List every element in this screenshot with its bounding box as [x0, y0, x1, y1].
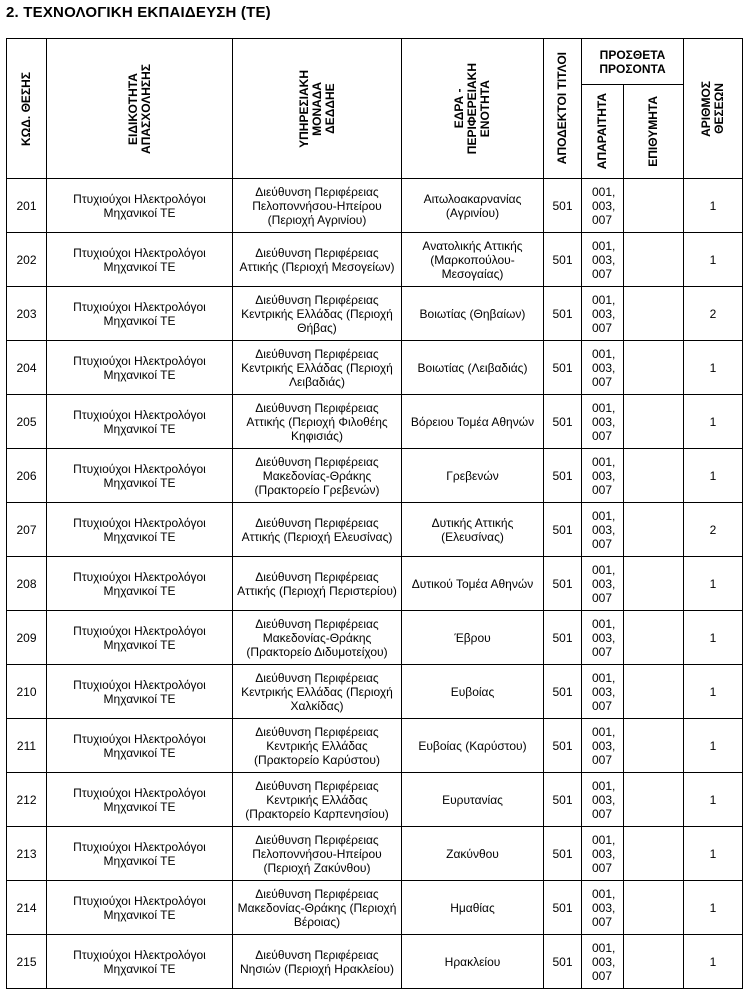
cell-positions: 1 — [684, 665, 743, 719]
cell-required: 001, 003, 007 — [582, 611, 624, 665]
cell-optional — [624, 719, 684, 773]
cell-specialty: Πτυχιούχοι Ηλεκτρολόγοι Μηχανικοί ΤΕ — [47, 233, 233, 287]
cell-titles: 501 — [544, 179, 582, 233]
cell-required: 001, 003, 007 — [582, 233, 624, 287]
cell-seat: Δυτικής Αττικής (Ελευσίνας) — [402, 503, 544, 557]
cell-code: 215 — [7, 935, 47, 989]
cell-optional — [624, 935, 684, 989]
table-row — [7, 827, 743, 881]
cell-positions: 1 — [684, 881, 743, 935]
cell-titles: 501 — [544, 611, 582, 665]
cell-unit: Διεύθυνση Περιφέρειας Κεντρικής Ελλάδας (Περιοχή Λειβαδιάς) — [233, 341, 402, 395]
cell-titles: 501 — [544, 719, 582, 773]
header-extra-qualifications: ΠΡΟΣΘΕΤΑ ΠΡΟΣΟΝΤΑ — [582, 39, 684, 85]
cell-specialty: Πτυχιούχοι Ηλεκτρολόγοι Μηχανικοί ΤΕ — [47, 503, 233, 557]
cell-optional — [624, 395, 684, 449]
cell-optional — [624, 503, 684, 557]
cell-titles: 501 — [544, 881, 582, 935]
cell-code: 212 — [7, 773, 47, 827]
cell-specialty: Πτυχιούχοι Ηλεκτρολόγοι Μηχανικοί ΤΕ — [47, 341, 233, 395]
cell-unit: Διεύθυνση Περιφέρειας Αττικής (Περιοχή Φιλοθέης Κηφισιάς) — [233, 395, 402, 449]
cell-code: 205 — [7, 395, 47, 449]
cell-required: 001, 003, 007 — [582, 827, 624, 881]
cell-code: 209 — [7, 611, 47, 665]
cell-specialty: Πτυχιούχοι Ηλεκτρολόγοι Μηχανικοί ΤΕ — [47, 935, 233, 989]
cell-required: 001, 003, 007 — [582, 179, 624, 233]
cell-optional — [624, 341, 684, 395]
positions-table — [6, 38, 743, 989]
cell-seat: Ευβοίας — [402, 665, 544, 719]
cell-positions: 1 — [684, 719, 743, 773]
cell-unit: Διεύθυνση Περιφέρειας Κεντρικής Ελλάδας (Περιοχή Θήβας) — [233, 287, 402, 341]
cell-required: 001, 003, 007 — [582, 935, 624, 989]
cell-optional — [624, 233, 684, 287]
cell-required: 001, 003, 007 — [582, 881, 624, 935]
cell-seat: Έβρου — [402, 611, 544, 665]
cell-unit: Διεύθυνση Περιφέρειας Κεντρικής Ελλάδας (Περιοχή Χαλκίδας) — [233, 665, 402, 719]
cell-code: 208 — [7, 557, 47, 611]
table-row — [7, 557, 743, 611]
cell-code: 204 — [7, 341, 47, 395]
cell-required: 001, 003, 007 — [582, 557, 624, 611]
header-optional: ΕΠΙΘΥΜΗΤΑ — [624, 85, 684, 179]
cell-specialty: Πτυχιούχοι Ηλεκτρολόγοι Μηχανικοί ΤΕ — [47, 773, 233, 827]
cell-seat: Ανατολικής Αττικής (Μαρκοπούλου-Μεσογαίας) — [402, 233, 544, 287]
header-required: ΑΠΑΡΑΙΤΗΤΑ — [582, 85, 624, 179]
cell-required: 001, 003, 007 — [582, 395, 624, 449]
cell-seat: Γρεβενών — [402, 449, 544, 503]
cell-seat: Δυτικού Τομέα Αθηνών — [402, 557, 544, 611]
table-row — [7, 719, 743, 773]
cell-required: 001, 003, 007 — [582, 773, 624, 827]
cell-titles: 501 — [544, 827, 582, 881]
cell-code: 214 — [7, 881, 47, 935]
cell-unit: Διεύθυνση Περιφέρειας Αττικής (Περιοχή Περιστερίου) — [233, 557, 402, 611]
cell-specialty: Πτυχιούχοι Ηλεκτρολόγοι Μηχανικοί ΤΕ — [47, 827, 233, 881]
header-titles: ΑΠΟΔΕΚΤΟΙ ΤΙΤΛΟΙ — [544, 39, 582, 179]
cell-unit: Διεύθυνση Περιφέρειας Κεντρικής Ελλάδας (Πρακτορείο Καρπενησίου) — [233, 773, 402, 827]
cell-unit: Διεύθυνση Περιφέρειας Πελοποννήσου-Ηπείρου (Περιοχή Αγρινίου) — [233, 179, 402, 233]
table-row — [7, 287, 743, 341]
table-row — [7, 395, 743, 449]
cell-positions: 2 — [684, 287, 743, 341]
cell-positions: 1 — [684, 557, 743, 611]
cell-required: 001, 003, 007 — [582, 287, 624, 341]
cell-optional — [624, 611, 684, 665]
cell-specialty: Πτυχιούχοι Ηλεκτρολόγοι Μηχανικοί ΤΕ — [47, 557, 233, 611]
cell-seat: Ηρακλείου — [402, 935, 544, 989]
cell-positions: 1 — [684, 449, 743, 503]
cell-required: 001, 003, 007 — [582, 341, 624, 395]
cell-optional — [624, 665, 684, 719]
cell-positions: 1 — [684, 935, 743, 989]
cell-seat: Ευρυτανίας — [402, 773, 544, 827]
cell-unit: Διεύθυνση Περιφέρειας Αττικής (Περιοχή Ελευσίνας) — [233, 503, 402, 557]
cell-seat: Βοιωτίας (Λειβαδιάς) — [402, 341, 544, 395]
cell-positions: 1 — [684, 179, 743, 233]
cell-titles: 501 — [544, 935, 582, 989]
cell-required: 001, 003, 007 — [582, 503, 624, 557]
cell-positions: 1 — [684, 611, 743, 665]
cell-titles: 501 — [544, 503, 582, 557]
cell-specialty: Πτυχιούχοι Ηλεκτρολόγοι Μηχανικοί ΤΕ — [47, 287, 233, 341]
table-row — [7, 449, 743, 503]
cell-code: 213 — [7, 827, 47, 881]
cell-titles: 501 — [544, 233, 582, 287]
cell-seat: Αιτωλοακαρνανίας (Αγρινίου) — [402, 179, 544, 233]
cell-optional — [624, 179, 684, 233]
cell-specialty: Πτυχιούχοι Ηλεκτρολόγοι Μηχανικοί ΤΕ — [47, 449, 233, 503]
cell-optional — [624, 449, 684, 503]
cell-titles: 501 — [544, 395, 582, 449]
cell-unit: Διεύθυνση Περιφέρειας Κεντρικής Ελλάδας (Πρακτορείο Καρύστου) — [233, 719, 402, 773]
cell-unit: Διεύθυνση Περιφέρειας Νησιών (Περιοχή Ηρακλείου) — [233, 935, 402, 989]
header-unit: ΥΠΗΡΕΣΙΑΚΗ ΜΟΝΑΔΑ ΔΕΔΔΗΕ — [233, 39, 402, 179]
table-row — [7, 341, 743, 395]
cell-titles: 501 — [544, 449, 582, 503]
cell-optional — [624, 287, 684, 341]
cell-unit: Διεύθυνση Περιφέρειας Αττικής (Περιοχή Μεσογείων) — [233, 233, 402, 287]
header-code: ΚΩΔ. ΘΕΣΗΣ — [7, 39, 47, 179]
table-row — [7, 503, 743, 557]
cell-unit: Διεύθυνση Περιφέρειας Μακεδονίας-Θράκης (Περιοχή Βέροιας) — [233, 881, 402, 935]
cell-seat: Βοιωτίας (Θηβαίων) — [402, 287, 544, 341]
table-row — [7, 611, 743, 665]
cell-titles: 501 — [544, 341, 582, 395]
cell-code: 210 — [7, 665, 47, 719]
header-positions: ΑΡΙΘΜΟΣ ΘΕΣΕΩΝ — [684, 39, 743, 179]
header-seat: ΕΔΡΑ - ΠΕΡΙΦΕΡΕΙΑΚΗ ΕΝΟΤΗΤΑ — [402, 39, 544, 179]
cell-optional — [624, 557, 684, 611]
cell-titles: 501 — [544, 773, 582, 827]
cell-code: 201 — [7, 179, 47, 233]
cell-optional — [624, 773, 684, 827]
cell-unit: Διεύθυνση Περιφέρειας Πελοποννήσου-Ηπείρου (Περιοχή Ζακύνθου) — [233, 827, 402, 881]
cell-seat: Ευβοίας (Καρύστου) — [402, 719, 544, 773]
cell-optional — [624, 881, 684, 935]
cell-specialty: Πτυχιούχοι Ηλεκτρολόγοι Μηχανικοί ΤΕ — [47, 719, 233, 773]
cell-required: 001, 003, 007 — [582, 449, 624, 503]
cell-required: 001, 003, 007 — [582, 665, 624, 719]
page-title: 2. ΤΕΧΝΟΛΟΓΙΚΗ ΕΚΠΑΙΔΕΥΣΗ (ΤΕ) — [6, 4, 271, 21]
cell-specialty: Πτυχιούχοι Ηλεκτρολόγοι Μηχανικοί ΤΕ — [47, 881, 233, 935]
table-row — [7, 665, 743, 719]
table-row — [7, 935, 743, 989]
table-row — [7, 881, 743, 935]
cell-code: 206 — [7, 449, 47, 503]
cell-unit: Διεύθυνση Περιφέρειας Μακεδονίας-Θράκης (Πρακτορείο Διδυμοτείχου) — [233, 611, 402, 665]
cell-positions: 1 — [684, 341, 743, 395]
cell-seat: Ημαθίας — [402, 881, 544, 935]
cell-specialty: Πτυχιούχοι Ηλεκτρολόγοι Μηχανικοί ΤΕ — [47, 395, 233, 449]
cell-positions: 1 — [684, 827, 743, 881]
cell-titles: 501 — [544, 287, 582, 341]
cell-required: 001, 003, 007 — [582, 719, 624, 773]
cell-specialty: Πτυχιούχοι Ηλεκτρολόγοι Μηχανικοί ΤΕ — [47, 179, 233, 233]
cell-titles: 501 — [544, 557, 582, 611]
cell-specialty: Πτυχιούχοι Ηλεκτρολόγοι Μηχανικοί ΤΕ — [47, 665, 233, 719]
cell-code: 202 — [7, 233, 47, 287]
cell-code: 207 — [7, 503, 47, 557]
cell-unit: Διεύθυνση Περιφέρειας Μακεδονίας-Θράκης (Πρακτορείο Γρεβενών) — [233, 449, 402, 503]
cell-titles: 501 — [544, 665, 582, 719]
cell-seat: Ζακύνθου — [402, 827, 544, 881]
header-specialty: ΕΙΔΙΚΟΤΗΤΑ ΑΠΑΣΧΟΛΗΣΗΣ — [47, 39, 233, 179]
cell-positions: 2 — [684, 503, 743, 557]
cell-specialty: Πτυχιούχοι Ηλεκτρολόγοι Μηχανικοί ΤΕ — [47, 611, 233, 665]
cell-optional — [624, 827, 684, 881]
cell-positions: 1 — [684, 773, 743, 827]
cell-seat: Βόρειου Τομέα Αθηνών — [402, 395, 544, 449]
cell-code: 203 — [7, 287, 47, 341]
table-row — [7, 773, 743, 827]
cell-positions: 1 — [684, 395, 743, 449]
table-row — [7, 179, 743, 233]
cell-code: 211 — [7, 719, 47, 773]
cell-positions: 1 — [684, 233, 743, 287]
table-row — [7, 233, 743, 287]
